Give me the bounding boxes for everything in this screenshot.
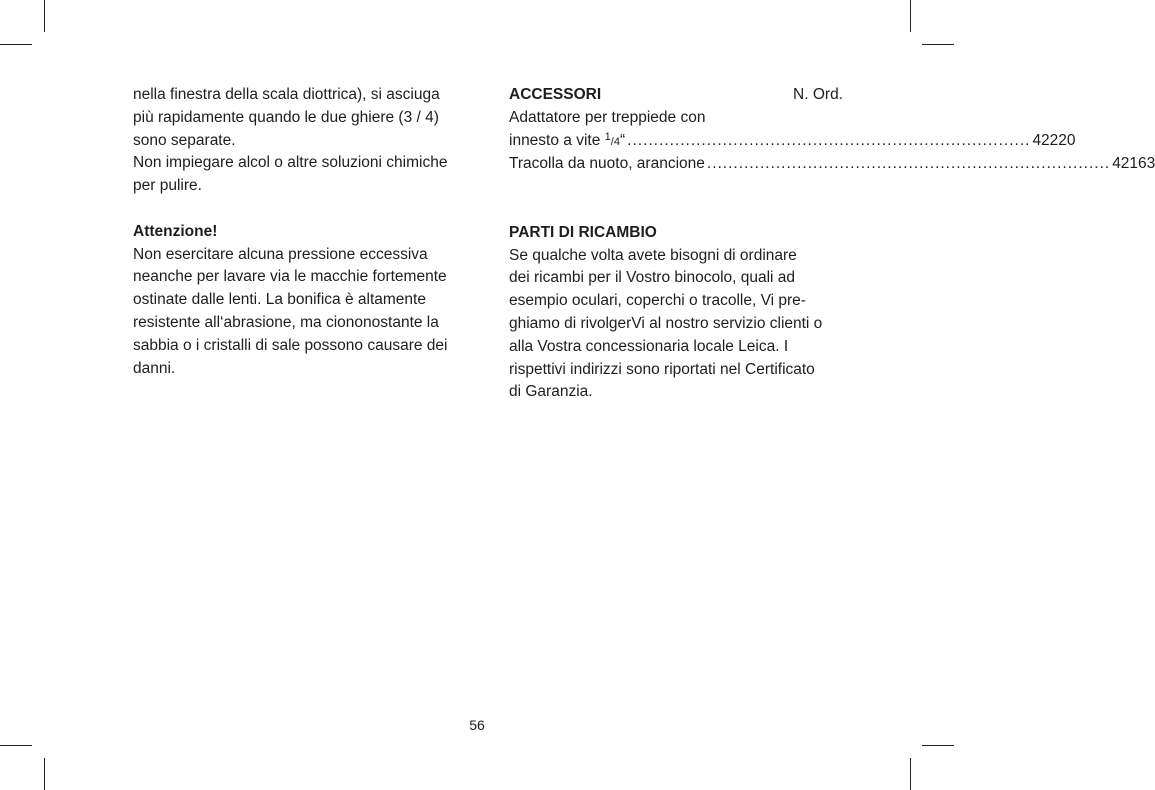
- intro-line: nella finestra della scala diottrica), si asciuga: [133, 86, 440, 103]
- warning-line: Non esercitare alcuna pressione eccessiva: [133, 245, 428, 263]
- intro-line: più rapidamente quando le due ghiere (3 / 4): [133, 108, 439, 126]
- spare-parts-line: alla Vostra concessionaria locale Leica. I: [509, 337, 789, 355]
- warning-line: resistente all‘abrasione, ma ciononostante la: [133, 313, 439, 331]
- spare-parts-heading: PARTI DI RICAMBIO: [509, 223, 657, 241]
- spare-parts-line: rispettivi indirizzi sono riportati nel Certificato: [509, 360, 815, 378]
- crop-mark: [0, 745, 32, 746]
- fraction-numerator: 1: [604, 130, 611, 143]
- dot-leader: ............................................................................: [706, 155, 1111, 173]
- spare-parts-line: dei ricambi per il Vostro binocolo, quali ad: [509, 269, 796, 287]
- warning-heading: Attenzione!: [133, 222, 218, 240]
- order-code: 42220: [1032, 131, 1076, 149]
- fraction-separator: /: [610, 135, 614, 148]
- crop-mark: [0, 44, 32, 45]
- crop-mark: [922, 44, 954, 45]
- accessory-item-prefix: innesto a vite: [509, 131, 605, 149]
- order-number-label: N. Ord.: [793, 86, 843, 103]
- accessory-item-line: Adattatore per treppiede con: [509, 108, 706, 126]
- fraction-denominator: 4: [613, 135, 620, 148]
- warning-line: sabbia o i cristalli di sale possono causare dei: [133, 336, 448, 354]
- accessories-header: [509, 84, 849, 107]
- accessory-item-row: [509, 153, 1155, 176]
- intro-line: sono separate.: [133, 131, 236, 149]
- crop-mark: [910, 758, 911, 790]
- warning-line: neanche per lavare via le macchie fortemente: [133, 268, 447, 286]
- right-column: [509, 84, 1155, 404]
- crop-mark: [44, 758, 45, 790]
- spare-parts-line: esempio oculari, coperchi o tracolle, Vi pre-: [509, 292, 806, 310]
- warning-line: ostinate dalle lenti. La bonifica è altamente: [133, 291, 426, 309]
- intro-line: Non impiegare alcol o altre soluzioni chimiche: [133, 154, 448, 172]
- crop-mark: [910, 0, 911, 32]
- inch-mark: “: [619, 131, 626, 149]
- accessory-item-label: Tracolla da nuoto, arancione: [509, 155, 705, 173]
- spare-parts-line: Se qualche volta avete bisogni di ordinare: [509, 246, 797, 264]
- spare-parts-line: di Garanzia.: [509, 383, 593, 401]
- spare-parts-line: ghiamo di rivolgerVi al nostro servizio clienti o: [509, 314, 823, 332]
- crop-mark: [44, 0, 45, 32]
- page-number: 56: [469, 717, 485, 733]
- dot-leader: ............................................................................: [627, 131, 1031, 149]
- accessory-item-row: [509, 130, 1076, 154]
- accessories-heading: ACCESSORI: [509, 86, 602, 103]
- crop-mark: [922, 745, 954, 746]
- left-column: [133, 84, 478, 380]
- order-code: 42163: [1112, 155, 1155, 173]
- warning-line: danni.: [133, 359, 176, 377]
- intro-line: per pulire.: [133, 177, 202, 195]
- accessory-item-label: [509, 130, 625, 154]
